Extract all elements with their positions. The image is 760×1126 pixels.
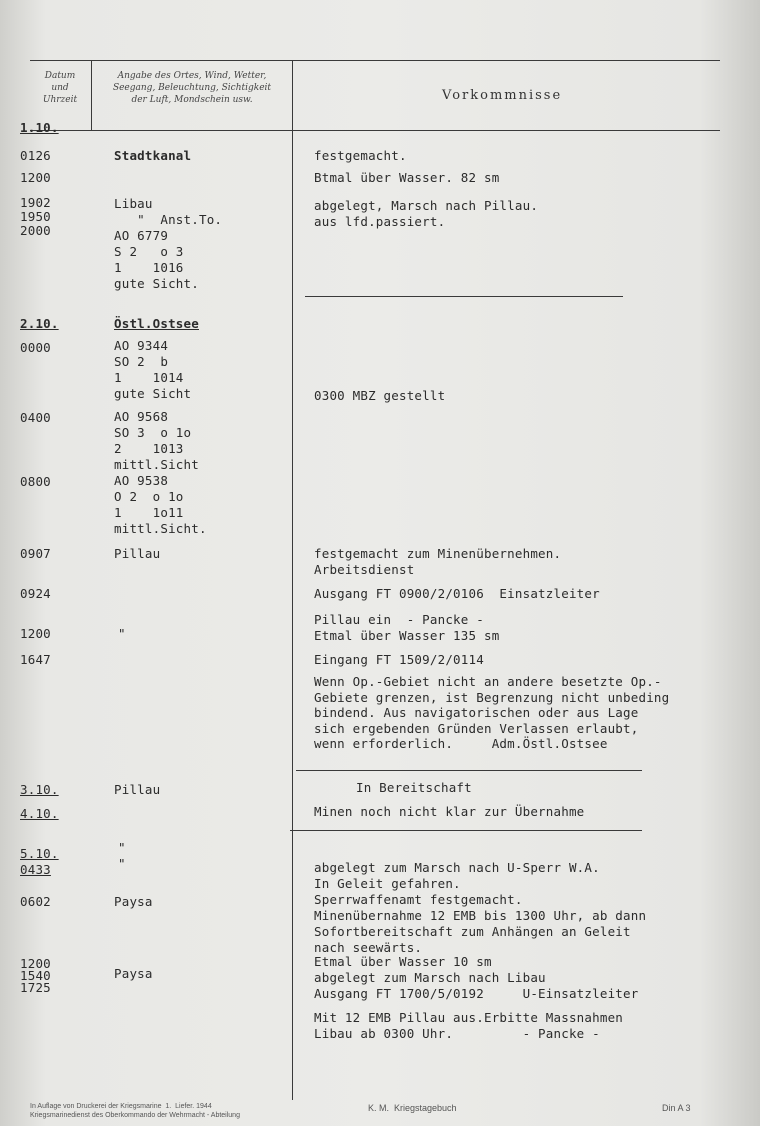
place-cell: AO 9538 O 2 o 1o 1 1o11 mittl.Sicht.	[114, 473, 207, 536]
separator-line	[290, 830, 642, 831]
time-cell: 0602	[20, 894, 51, 909]
place-cell: Pillau	[114, 546, 161, 561]
header-date-column: Datum und Uhrzeit	[42, 71, 78, 105]
place-cell: "	[118, 626, 126, 641]
place-cell: AO 9344 SO 2 b 1 1014 gute Sicht	[114, 338, 192, 401]
time-cell: 0400	[20, 410, 51, 425]
event-cell: In Bereitschaft	[356, 780, 472, 795]
time-cell: 0126	[20, 148, 51, 163]
time-cell: 1200	[20, 626, 51, 641]
time-cell: 0907	[20, 546, 51, 561]
time-cell: 0000	[20, 340, 51, 355]
place-cell: Stadtkanal	[114, 148, 192, 163]
event-cell: Minen noch nicht klar zur Übernahme	[314, 804, 585, 819]
event-cell: Btmal über Wasser. 82 sm	[314, 170, 500, 185]
date-cell: 5.10. 0433	[20, 846, 59, 877]
header-bottom-line	[30, 130, 720, 131]
event-cell: abgelegt, Marsch nach Pillau. aus lfd.passiert.	[314, 198, 539, 229]
column-divider-1	[91, 60, 92, 130]
event-cell: Wenn Op.-Gebiet nicht an andere besetzte Op.- Gebiete grenzen, ist Begrenzung nicht unbeding bindend. Aus navigatorischen oder aus Lage sich ergebenden Gründen Verlassen erlaubt, wenn erforderlich. Adm.Östl.Ostsee	[314, 674, 670, 751]
time-cell: 1647	[20, 652, 51, 667]
footer-form-title: K. M. Kriegstagebuch	[368, 1103, 457, 1113]
header-events-column: Vorkommnisse	[442, 88, 563, 103]
date-cell: 2.10.	[20, 316, 59, 331]
place-cell: Pillau	[114, 782, 161, 797]
place-cell: AO 9568 SO 3 o 1o 2 1013 mittl.Sicht	[114, 409, 199, 472]
event-cell: festgemacht.	[314, 148, 407, 163]
time-cell: 1200 1540 1725	[20, 956, 51, 995]
event-cell: Mit 12 EMB Pillau aus.Erbitte Massnahmen Libau ab 0300 Uhr. - Pancke -	[314, 1010, 624, 1041]
event-cell: 0300 MBZ gestellt	[314, 388, 446, 403]
event-cell: Sperrwaffenamt festgemacht. Minenübernahme 12 EMB bis 1300 Uhr, ab dann Sofortbereitschaft zum Anhängen an Geleit nach seewärts.	[314, 892, 647, 955]
time-cell: 0800	[20, 474, 51, 489]
date-cell: 1.10.	[20, 120, 59, 135]
place-cell: " "	[118, 840, 126, 871]
event-cell: Ausgang FT 0900/2/0106 Einsatzleiter	[314, 586, 600, 601]
event-cell: abgelegt zum Marsch nach U-Sperr W.A. In Geleit gefahren.	[314, 860, 600, 891]
event-cell: Pillau ein - Pancke - Etmal über Wasser 135 sm	[314, 612, 500, 643]
place-cell: Paysa	[114, 966, 153, 981]
event-cell: festgemacht zum Minenübernehmen. Arbeitsdienst	[314, 546, 562, 577]
event-cell: Etmal über Wasser 10 sm abgelegt zum Marsch nach Libau Ausgang FT 1700/5/0192 U-Einsatzleiter	[314, 954, 639, 1001]
top-border-line	[30, 60, 720, 61]
place-cell: Paysa	[114, 894, 153, 909]
footer-print-note: In Auflage von Druckerei der Kriegsmarine 1. Liefer. 1944 Kriegsmarinedienst des Oberkommando der Wehrmacht - Abteilung	[30, 1103, 240, 1119]
place-cell: Östl.Ostsee	[114, 316, 199, 331]
separator-line	[305, 296, 623, 297]
time-cell: 1902 1950 2000	[20, 195, 51, 238]
date-cell: 4.10.	[20, 806, 59, 821]
event-cell: Eingang FT 1509/2/0114	[314, 652, 484, 667]
date-cell: 3.10.	[20, 782, 59, 797]
time-cell: 0924	[20, 586, 51, 601]
place-cell: Libau " Anst.To. AO 6779 S 2 o 3 1 1016 gute Sicht.	[114, 196, 223, 291]
separator-line	[296, 770, 642, 771]
column-divider-2	[292, 60, 293, 1100]
footer-paper-size: Din A 3	[662, 1103, 691, 1113]
time-cell: 1200	[20, 170, 51, 185]
header-place-column: Angabe des Ortes, Wind, Wetter, Seegang, Beleuchtung, Sichtigkeit der Luft, Mondschein usw.	[112, 71, 272, 105]
